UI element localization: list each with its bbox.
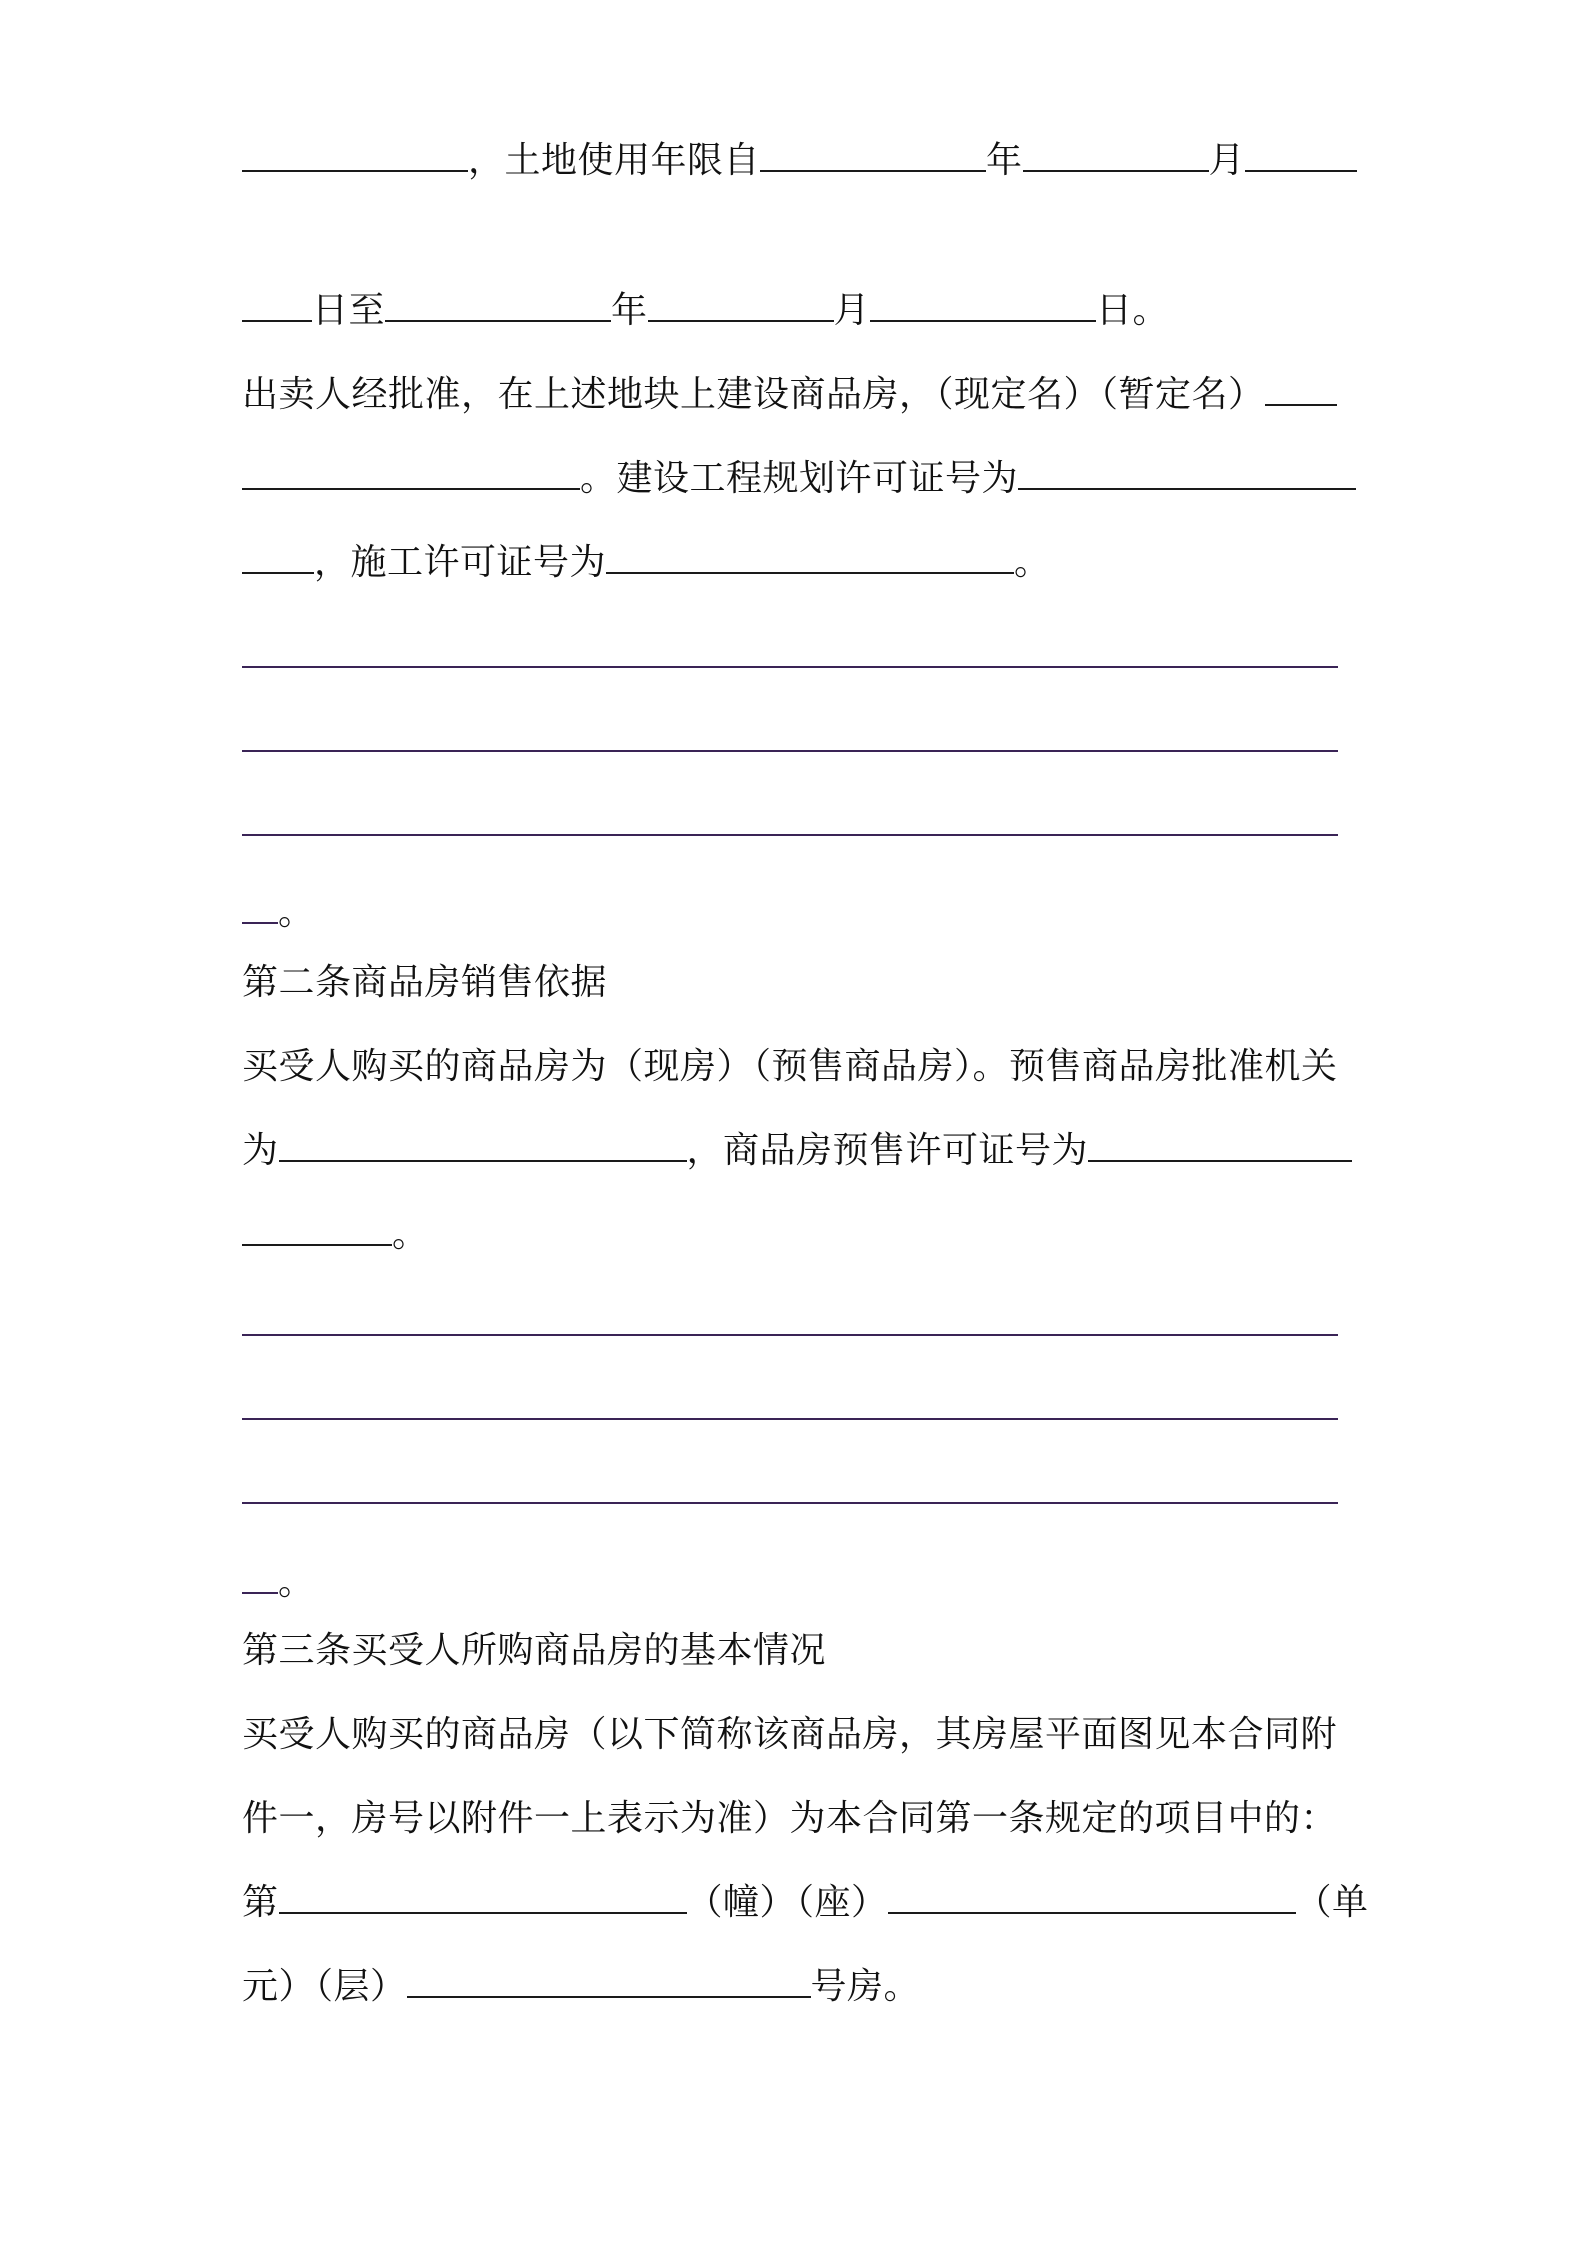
text-line-presale-authority	[242, 1126, 1362, 1176]
section-heading-article-2	[242, 958, 1362, 1008]
blank-field[interactable]	[279, 1880, 687, 1914]
blank-field[interactable]	[242, 288, 312, 322]
blank-field[interactable]	[1023, 138, 1209, 172]
text-segment: 。	[278, 892, 315, 933]
text-line-house-description-cont	[242, 1794, 1362, 1844]
heading-text: 第三条买受人所购商品房的基本情况	[242, 1630, 827, 1671]
text-line-end-mark	[242, 888, 1362, 938]
text-segment: 。	[1014, 542, 1051, 583]
blank-field[interactable]	[760, 138, 986, 172]
text-segment: 日至	[312, 290, 386, 331]
section-heading-article-3	[242, 1626, 1362, 1676]
text-segment: 。	[392, 1214, 429, 1255]
text-segment: 出卖人经批准，在上述地块上建设商品房，（现定名）（暂定名）	[242, 374, 1265, 415]
text-line-construction-permit	[242, 538, 1362, 588]
text-segment: 第	[242, 1882, 279, 1923]
text-segment: （幢）（座）	[686, 1882, 888, 1923]
blank-line[interactable]	[242, 1334, 1338, 1336]
text-segment: 为	[242, 1130, 279, 1171]
blank-field[interactable]	[242, 138, 468, 172]
blank-field[interactable]	[648, 288, 834, 322]
blank-field[interactable]	[888, 1880, 1296, 1914]
text-segment: 年	[611, 290, 648, 331]
text-line-house-description	[242, 1710, 1362, 1760]
blank-line[interactable]	[242, 750, 1338, 752]
blank-field[interactable]	[242, 540, 314, 574]
blank-field[interactable]	[242, 1212, 392, 1246]
text-line-land-term-end	[242, 286, 1362, 336]
blank-field[interactable]	[1018, 456, 1356, 490]
text-segment: ，商品房预售许可证号为	[686, 1130, 1089, 1171]
text-segment: （单	[1295, 1882, 1369, 1923]
text-segment: 。建设工程规划许可证号为	[580, 458, 1019, 499]
blank-field[interactable]	[407, 1964, 811, 1998]
text-segment: ，土地使用年限自	[468, 140, 761, 181]
text-segment: ，施工许可证号为	[314, 542, 607, 583]
text-segment: 月	[1208, 140, 1246, 181]
text-segment: 年	[986, 140, 1023, 181]
text-line-end-mark	[242, 1558, 1362, 1608]
blank-line[interactable]	[242, 834, 1338, 836]
blank-field[interactable]	[1088, 1128, 1352, 1162]
blank-field[interactable]	[1245, 138, 1357, 172]
text-segment: 月	[833, 290, 871, 331]
text-segment: 件一，房号以附件一上表示为准）为本合同第一条规定的项目中的：	[242, 1798, 1338, 1839]
text-segment: 买受人购买的商品房为（现房）（预售商品房）。预售商品房批准机关	[242, 1046, 1338, 1087]
text-line-building-unit	[242, 1878, 1369, 1928]
blank-line[interactable]	[242, 1418, 1338, 1420]
blank-field[interactable]	[242, 890, 278, 924]
blank-field[interactable]	[242, 1560, 278, 1594]
blank-field[interactable]	[606, 540, 1014, 574]
text-segment: 。	[278, 1562, 315, 1603]
text-line-presale-permit-cont	[242, 1210, 1362, 1260]
text-line-house-type	[242, 1042, 1362, 1092]
blank-line[interactable]	[242, 1502, 1338, 1504]
blank-field[interactable]	[870, 288, 1096, 322]
text-line-land-term	[242, 136, 1362, 186]
text-line-planning-permit	[242, 454, 1362, 504]
heading-text: 第二条商品房销售依据	[242, 962, 608, 1003]
blank-field[interactable]	[1265, 372, 1337, 406]
blank-line[interactable]	[242, 666, 1338, 668]
blank-field[interactable]	[279, 1128, 687, 1162]
text-segment: 元）（层）	[242, 1966, 407, 2007]
blank-field[interactable]	[385, 288, 611, 322]
text-segment: 买受人购买的商品房（以下简称该商品房，其房屋平面图见本合同附	[242, 1714, 1338, 1755]
text-line-room-number	[242, 1962, 1362, 2012]
text-line-approval	[242, 370, 1362, 420]
text-segment: 日。	[1096, 290, 1170, 331]
blank-field[interactable]	[242, 456, 580, 490]
text-segment: 号房。	[810, 1966, 921, 2007]
